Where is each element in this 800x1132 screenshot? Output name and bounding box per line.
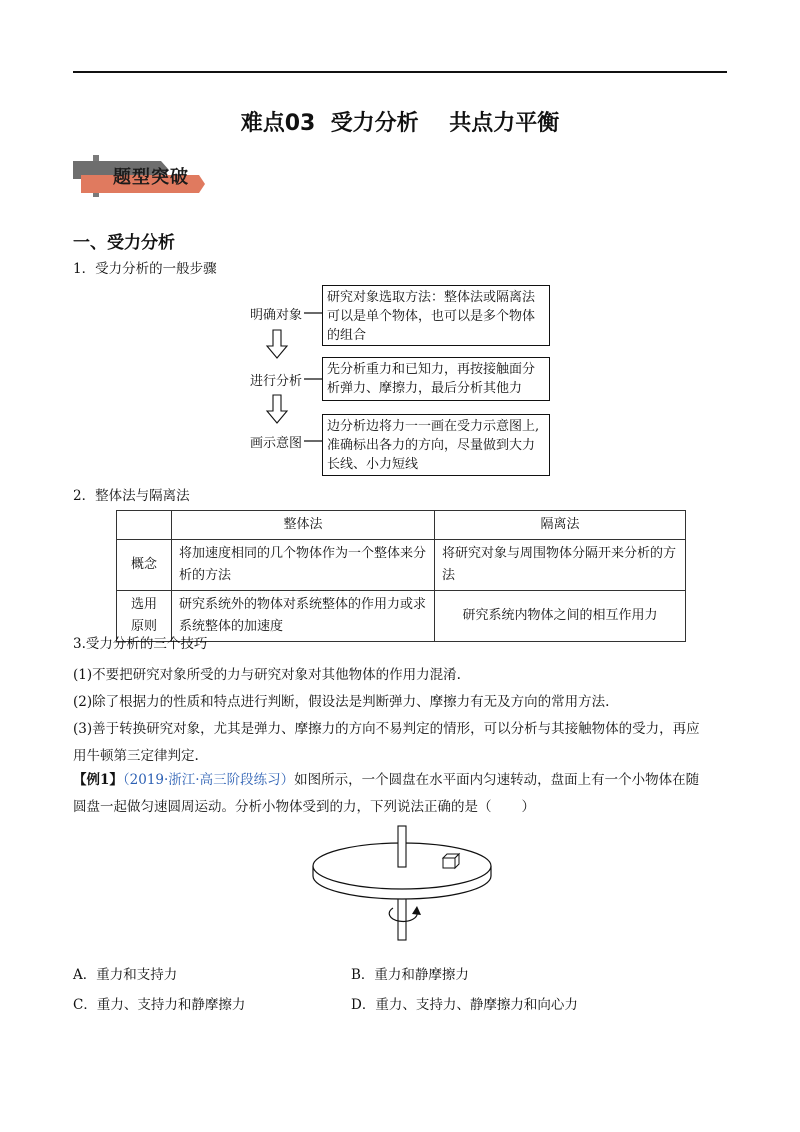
row-label-text: 选用 (130, 597, 157, 612)
tip-line: (3)善于转换研究对象，尤其是弹力、摩擦力的方向不易判定的情形，可以分析与其接触物体的受力，再应 (73, 721, 700, 737)
table-cell: 研究系统内物体之间的相互作用力 (435, 591, 686, 642)
table-header-cell: 整体法 (172, 511, 435, 540)
tip-line: (1)不要把研究对象所受的力与研究对象对其他物体的作用力混淆. (73, 667, 461, 683)
item-3-heading: 3.受力分析的三个技巧 (73, 636, 208, 652)
page-title: 难点03 受力分析 共点力平衡 (240, 111, 560, 136)
table-cell: 将加速度相同的几个物体作为一个整体来分析的方法 (172, 540, 435, 591)
down-arrow-icon (267, 395, 287, 423)
tip-line: (2)除了根据力的性质和特点进行判断，假设法是判断弹力、摩擦力有无及方向的常用方法. (73, 694, 610, 710)
header-rule (73, 71, 727, 73)
row-label-text: 原则 (130, 619, 157, 634)
option-d[interactable]: D．重力、支持力、静摩擦力和向心力 (351, 997, 578, 1013)
option-a[interactable]: A．重力和支持力 (73, 967, 178, 983)
example-text: 如图所示，一个圆盘在水平面内匀速转动，盘面上有一个小物体在随 (294, 772, 700, 788)
flow-box-1 (322, 285, 550, 346)
table-header-row (117, 511, 686, 540)
table-row (117, 540, 686, 591)
example-block (73, 767, 733, 821)
turntable-figure (305, 820, 505, 945)
section-heading: 一、受力分析 (73, 233, 175, 253)
small-block-icon (443, 854, 459, 868)
flow-box-line: 准确标出各力的方向，尽量做到大力 (327, 438, 536, 453)
flow-label-2: 进行分析 (250, 374, 303, 389)
example-source: （2019·浙江·高三阶段练习） (122, 772, 295, 788)
comparison-table (116, 510, 686, 642)
flow-box-2 (322, 357, 550, 401)
section-banner (71, 153, 206, 199)
table-cell: 研究系统外的物体对系统整体的作用力或求系统整体的加速度 (172, 591, 435, 642)
flow-diagram (240, 283, 560, 483)
down-arrow-icon (267, 330, 287, 358)
flow-label-1: 明确对象 (250, 308, 303, 323)
item-2-heading: 2．整体法与隔离法 (73, 488, 190, 504)
tip-line: 用牛顿第三定律判定. (73, 748, 199, 764)
banner-label: 题型突破 (113, 167, 189, 188)
example-tag: 【例1】 (73, 772, 123, 788)
table-cell: 将研究对象与周围物体分隔开来分析的方法 (435, 540, 686, 591)
flow-box-3 (322, 414, 550, 476)
item-1-heading: 1．受力分析的一般步骤 (73, 261, 217, 277)
flow-box-line: 析弹力、摩擦力，最后分析其他力 (327, 381, 523, 396)
table-header-cell (117, 511, 172, 540)
table-header-cell: 隔离法 (435, 511, 686, 540)
example-line-2: 圆盘一起做匀速圆周运动。分析小物体受到的力，下列说法正确的是（ ） (73, 799, 536, 815)
table-row-label (117, 540, 172, 591)
flow-box-line: 的组合 (327, 328, 367, 343)
flow-box-line: 研究对象选取方法：整体法或隔离法 (327, 290, 536, 305)
example-line-1 (73, 767, 733, 794)
row-label-text: 概念 (130, 557, 157, 572)
flow-box-line: 长线、小力短线 (327, 457, 419, 472)
flow-box-line: 先分析重力和已知力，再按接触面分 (327, 362, 536, 377)
flow-label-3: 画示意图 (250, 436, 303, 451)
option-c[interactable]: C．重力、支持力和静摩擦力 (73, 997, 246, 1013)
flow-box-line: 可以是单个物体，也可以是多个物体 (327, 309, 536, 324)
option-b[interactable]: B．重力和静摩擦力 (351, 967, 469, 983)
tips-list (73, 662, 733, 770)
flow-box-line: 边分析边将力一一画在受力示意图上, (327, 419, 540, 434)
